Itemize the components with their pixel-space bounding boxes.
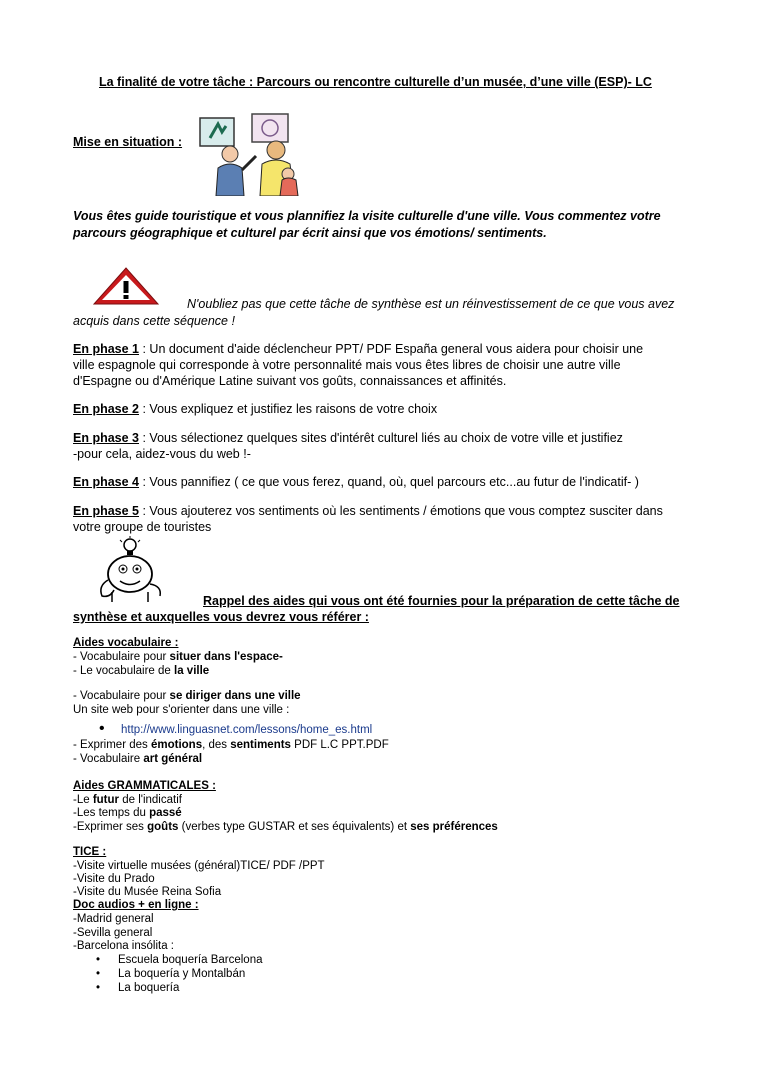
phase-1-line-3: d'Espagne ou d'Amérique Latine suivant vos goûts, connaissances et affinités. bbox=[73, 374, 507, 388]
gram-line-1-bold: futur bbox=[92, 794, 120, 806]
doc-list-item bbox=[96, 968, 245, 981]
vocab-line-1 bbox=[73, 651, 283, 664]
vocab-line-6 bbox=[73, 753, 202, 766]
lightbulb-thinker-illustration bbox=[92, 536, 172, 602]
bullet-icon: • bbox=[96, 982, 101, 994]
vocab-line-2-bold: la ville bbox=[174, 665, 210, 677]
gram-line-3 bbox=[73, 821, 498, 834]
vocab-line-1-text: - Vocabulaire pour bbox=[73, 651, 170, 663]
bullet-icon: • bbox=[96, 968, 101, 980]
phase-5-line-2: votre groupe de touristes bbox=[73, 520, 212, 534]
phase-5-text: : Vous ajouterez vos sentiments où les sentiments / émotions que vous comptez susciter dans bbox=[139, 504, 663, 518]
phase-1-line-1 bbox=[73, 341, 643, 358]
tice-line-3: -Visite du Musée Reina Sofia bbox=[73, 886, 222, 898]
phase-2-label: En phase 2 bbox=[73, 402, 139, 416]
vocab-line-2 bbox=[73, 665, 209, 678]
doc-heading: Doc audios + en ligne : bbox=[73, 899, 199, 911]
gram-line-1 bbox=[73, 794, 182, 807]
doc-item-text: Escuela boquería Barcelona bbox=[118, 954, 263, 966]
phase-3-line-1 bbox=[73, 430, 623, 447]
mise-heading: Mise en situation : bbox=[73, 135, 183, 149]
bullet-icon: • bbox=[96, 954, 101, 966]
vocab-line-5-bold-a: émotions bbox=[150, 739, 203, 751]
vocab-line-6-bold: art général bbox=[143, 753, 203, 765]
gram-line-1-text-a: -Le bbox=[73, 794, 93, 806]
gram-line-2-text: -Les temps du bbox=[73, 807, 150, 819]
gram-line-2 bbox=[73, 807, 182, 820]
doc-item-text: La boquería y Montalbán bbox=[118, 968, 246, 980]
mise-text-line-2: parcours géographique et culturel par écrit ainsi que vos émotions/ sentiments. bbox=[73, 226, 547, 240]
vocab-line-3 bbox=[73, 690, 301, 703]
document-title: La finalité de votre tâche : Parcours ou rencontre culturelle d’un musée, d’une ville (ESP)- LC bbox=[99, 75, 652, 89]
mise-text-line-1: Vous êtes guide touristique et vous plannifiez la visite culturelle d'une ville. Vous commentez votre bbox=[73, 209, 661, 223]
tice-line-1: -Visite virtuelle musées (général)TICE/ PDF /PPT bbox=[73, 860, 325, 872]
vocab-line-5-text-b: , des bbox=[202, 739, 231, 751]
gram-heading: Aides GRAMMATICALES : bbox=[73, 780, 216, 792]
gram-line-3-bold-a: goûts bbox=[147, 821, 179, 833]
warning-icon bbox=[92, 266, 160, 306]
gram-line-3-bold-b: ses préférences bbox=[410, 821, 498, 833]
phase-3-label: En phase 3 bbox=[73, 431, 139, 445]
phase-2-text: : Vous expliquez et justifiez les raisons de votre choix bbox=[139, 402, 438, 416]
linguasnet-link[interactable]: http://www.linguasnet.com/lessons/home_es.html bbox=[121, 724, 373, 736]
bullet-icon: • bbox=[99, 720, 105, 737]
warning-text-line-1: N'oubliez pas que cette tâche de synthèse est un réinvestissement de ce que vous avez bbox=[187, 297, 675, 311]
rappel-line-2: synthèse et auxquelles vous devrez vous référer : bbox=[73, 610, 369, 624]
vocab-line-4: Un site web pour s'orienter dans une ville : bbox=[73, 704, 290, 716]
phase-3-text: : Vous sélectionez quelques sites d'intérêt culturel liés au choix de votre ville et justifiez bbox=[139, 431, 623, 445]
phase-4-text: : Vous pannifiez ( ce que vous ferez, quand, où, quel parcours etc...au futur de l'indicatif- ) bbox=[139, 475, 639, 489]
warning-text-line-2: acquis dans cette séquence ! bbox=[73, 314, 235, 328]
vocab-line-6-text: - Vocabulaire bbox=[73, 753, 144, 765]
tour-guide-illustration bbox=[196, 112, 308, 196]
vocab-line-5-bold-b: sentiments bbox=[230, 739, 291, 751]
doc-list-item bbox=[96, 982, 179, 995]
vocab-link-item bbox=[99, 722, 372, 737]
phase-4-label: En phase 4 bbox=[73, 475, 139, 489]
vocab-heading: Aides vocabulaire : bbox=[73, 637, 179, 649]
phase-2-line-1 bbox=[73, 401, 437, 418]
gram-line-3-text-b: (verbes type GUSTAR et ses équivalents) et bbox=[178, 821, 411, 833]
phase-5-label: En phase 5 bbox=[73, 504, 139, 518]
gram-line-1-text-b: de l'indicatif bbox=[119, 794, 182, 806]
doc-line-3: -Barcelona insólita : bbox=[73, 940, 174, 952]
gram-line-3-text-a: -Exprimer ses bbox=[73, 821, 148, 833]
vocab-line-5 bbox=[73, 739, 389, 752]
vocab-line-1-bold: situer dans l'espace- bbox=[169, 651, 283, 663]
doc-list-item bbox=[96, 954, 263, 967]
vocab-line-3-text: - Vocabulaire pour bbox=[73, 690, 170, 702]
phase-1-label: En phase 1 bbox=[73, 342, 139, 356]
phase-1-text: : Un document d'aide déclencheur PPT/ PDF España general vous aidera pour choisir une bbox=[139, 342, 644, 356]
doc-item-text: La boquería bbox=[118, 982, 180, 994]
phase-3-line-2: -pour cela, aidez-vous du web !- bbox=[73, 447, 251, 461]
vocab-line-2-text: - Le vocabulaire de bbox=[73, 665, 175, 677]
vocab-line-5-text-a: - Exprimer des bbox=[73, 739, 151, 751]
phase-1-line-2: ville espagnole qui corresponde à votre personnalité mais vous êtes libres de choisir une autre ville bbox=[73, 358, 621, 372]
phase-5-line-1 bbox=[73, 503, 663, 520]
tice-line-2: -Visite du Prado bbox=[73, 873, 155, 885]
doc-line-1: -Madrid general bbox=[73, 913, 154, 925]
tice-heading: TICE : bbox=[73, 846, 107, 858]
phase-4-line-1 bbox=[73, 474, 639, 491]
vocab-line-3-bold: se diriger dans une ville bbox=[169, 690, 301, 702]
rappel-line-1: Rappel des aides qui vous ont été fournies pour la préparation de cette tâche de bbox=[203, 594, 680, 608]
doc-line-2: -Sevilla general bbox=[73, 927, 153, 939]
gram-line-2-bold: passé bbox=[149, 807, 182, 819]
vocab-line-5-text-c: PDF L.C PPT.PDF bbox=[290, 739, 389, 751]
